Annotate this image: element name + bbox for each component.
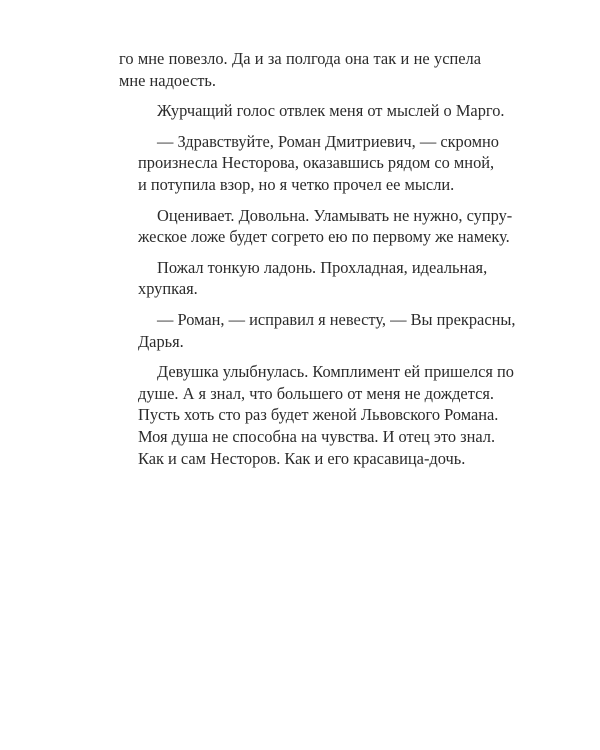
paragraph-5 — [119, 257, 488, 300]
paragraph-1 — [119, 48, 481, 91]
paragraph-2 — [119, 100, 505, 122]
paragraph-3 — [119, 131, 499, 196]
text-line: Оценивает. Довольна. Уламывать не нужно, супру- — [157, 205, 513, 225]
text-line: душе. А я знал, что большего от меня не дождется. — [138, 383, 494, 403]
text-line: Дарья. — [138, 331, 184, 351]
text-line: мне надоесть. — [119, 70, 216, 90]
text-line: Как и сам Несторов. Как и его красавица-дочь. — [138, 448, 466, 468]
paragraph-7 — [119, 361, 514, 469]
text-line: Пусть хоть сто раз будет женой Львовского Романа. — [138, 405, 499, 425]
text-line: — Роман, — исправил я невесту, — Вы прекрасны, — [157, 309, 516, 329]
paragraph-6 — [119, 309, 516, 352]
text-line: жеское ложе будет согрето ею по первому же намеку. — [138, 227, 510, 247]
text-line: Журчащий голос отвлек меня от мыслей о Марго. — [157, 101, 505, 121]
text-line: — Здравствуйте, Роман Дмитриевич, — скромно — [157, 131, 499, 151]
paragraph-4 — [119, 205, 513, 248]
page-text — [119, 48, 516, 478]
text-line: хрупкая. — [138, 279, 198, 299]
text-line: го мне повезло. Да и за полгода она так и не успела — [119, 49, 481, 68]
text-line: и потупила взор, но я четко прочел ее мысли. — [138, 174, 455, 194]
text-line: Девушка улыбнулась. Комплимент ей пришелся по — [157, 362, 514, 382]
text-line: Пожал тонкую ладонь. Прохладная, идеальная, — [157, 257, 488, 277]
text-line: Моя душа не способна на чувства. И отец это знал. — [138, 426, 496, 446]
text-line: произнесла Несторова, оказавшись рядом со мной, — [138, 153, 495, 173]
